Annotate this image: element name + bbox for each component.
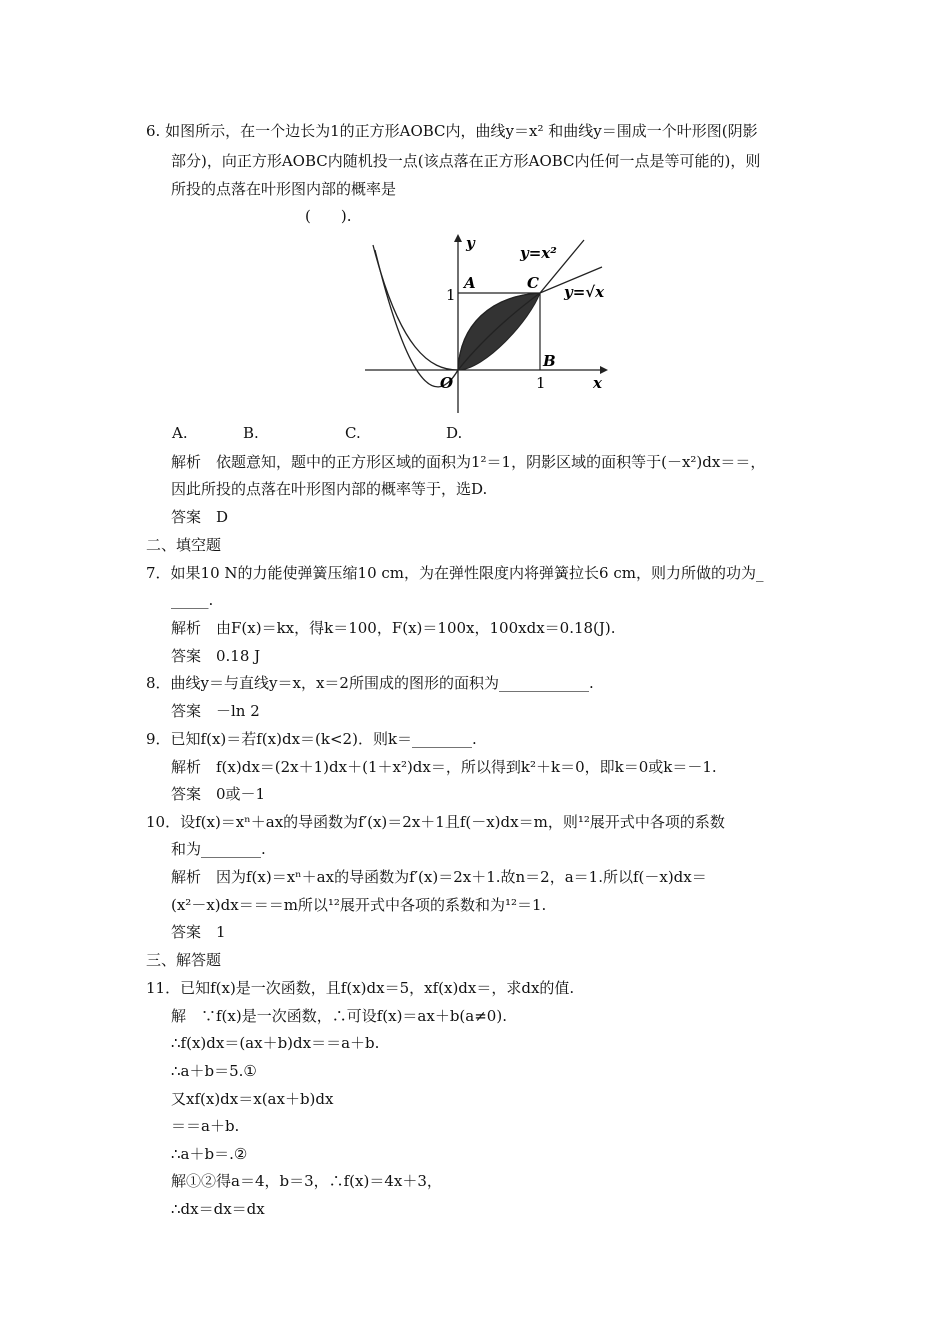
q11-step-3: ∴a＋b＝5.① bbox=[171, 1062, 257, 1080]
q11-step-6: ∴a＋b＝.② bbox=[171, 1145, 248, 1163]
q6-answer: 答案 D bbox=[171, 508, 229, 526]
q10-analysis-2: (x²－x)dx＝＝＝m所以¹²展开式中各项的系数和为¹²＝1. bbox=[171, 896, 547, 914]
x-axis-arrow-icon bbox=[600, 366, 608, 374]
section-problems: 三、解答题 bbox=[146, 951, 222, 969]
option-a: A. bbox=[172, 424, 188, 442]
q7-analysis: 解析 由F(x)＝kx，得k＝100，F(x)＝100x，100xdx＝0.18(J). bbox=[171, 619, 616, 637]
q11-step-8: ∴dx＝dx＝dx bbox=[171, 1200, 265, 1218]
label-y-one: 1 bbox=[446, 286, 456, 304]
q9-answer: 答案 0或－1 bbox=[171, 785, 266, 803]
q6-line-3: 所投的点落在叶形图内部的概率是 bbox=[171, 180, 397, 198]
q10-line-1: 10．设f(x)＝xⁿ＋ax的导函数为f′(x)＝2x＋1且f(－x)dx＝m，则¹²展开式中各项的系数 bbox=[146, 813, 725, 831]
shaded-leaf bbox=[458, 293, 540, 370]
q10-line-2: 和为________. bbox=[171, 840, 266, 858]
q7-line-1: 7．如果10 N的力能使弹簧压缩10 cm，为在弹性限度内将弹簧拉长6 cm，则力所做的功为_ bbox=[146, 564, 764, 582]
label-x-axis: x bbox=[593, 374, 602, 392]
q11-step-4: 又xf(x)dx＝x(ax＋b)dx bbox=[171, 1090, 334, 1108]
q11-step-5: ＝＝a＋b. bbox=[171, 1117, 240, 1135]
q11-step-2: ∴f(x)dx＝(ax＋b)dx＝＝a＋b. bbox=[171, 1034, 380, 1052]
q6-line-2: 部分)，向正方形AOBC内随机投一点(该点落在正方形AOBC内任何一点是等可能的)，则 bbox=[171, 152, 761, 170]
q11-line-1: 11．已知f(x)是一次函数，且f(x)dx＝5，xf(x)dx＝，求dx的值. bbox=[146, 979, 575, 997]
q6-line-1: 6. 如图所示，在一个边长为1的正方形AOBC内，曲线y＝x² 和曲线y＝围成一个叶形图(阴影 bbox=[146, 122, 758, 140]
q9-analysis: 解析 f(x)dx＝(2x＋1)dx＋(1＋x²)dx＝，所以得到k²＋k＝0，即k＝0或k＝－1. bbox=[171, 758, 717, 776]
label-origin: O bbox=[440, 374, 454, 392]
label-sqrt-curve: y=√x bbox=[564, 283, 605, 301]
label-point-c: C bbox=[527, 274, 539, 292]
section-fill-in-blank: 二、填空题 bbox=[146, 536, 222, 554]
q10-answer: 答案 1 bbox=[171, 923, 226, 941]
q6-analysis-1: 解析 依题意知，题中的正方形区域的面积为1²＝1，阴影区域的面积等于(－x²)dx＝＝， bbox=[171, 453, 766, 471]
option-d: D. bbox=[446, 424, 463, 442]
q8-line-1: 8．曲线y＝与直线y＝x，x＝2所围成的图形的面积为____________. bbox=[146, 674, 594, 692]
q11-step-1: 解 ∵f(x)是一次函数，∴可设f(x)＝ax＋b(a≠0). bbox=[171, 1007, 507, 1025]
label-point-b: B bbox=[543, 352, 556, 370]
leaf-shape-figure bbox=[360, 230, 620, 420]
q8-answer: 答案 －ln 2 bbox=[171, 702, 260, 720]
q11-step-7: 解①②得a＝4，b＝3，∴f(x)＝4x＋3， bbox=[171, 1172, 442, 1190]
label-y-axis: y bbox=[466, 234, 475, 252]
option-c: C. bbox=[345, 424, 361, 442]
y-axis-arrow-icon bbox=[454, 234, 462, 242]
label-point-a: A bbox=[464, 274, 476, 292]
q6-analysis-2: 因此所投的点落在叶形图内部的概率等于，选D. bbox=[171, 480, 488, 498]
q7-line-2: _____. bbox=[171, 591, 214, 609]
q9-line-1: 9．已知f(x)＝若f(x)dx＝(k<2)．则k＝________. bbox=[146, 730, 477, 748]
label-parabola: y=x² bbox=[520, 244, 557, 262]
q7-answer: 答案 0.18 J bbox=[171, 647, 261, 665]
parabola-left-arm bbox=[373, 245, 458, 370]
option-b: B. bbox=[243, 424, 259, 442]
q6-answer-blank: ( ). bbox=[305, 207, 352, 225]
label-x-one: 1 bbox=[536, 374, 546, 392]
q10-analysis-1: 解析 因为f(x)＝xⁿ＋ax的导函数为f′(x)＝2x＋1.故n＝2，a＝1.所以f(－x)dx＝ bbox=[171, 868, 707, 886]
